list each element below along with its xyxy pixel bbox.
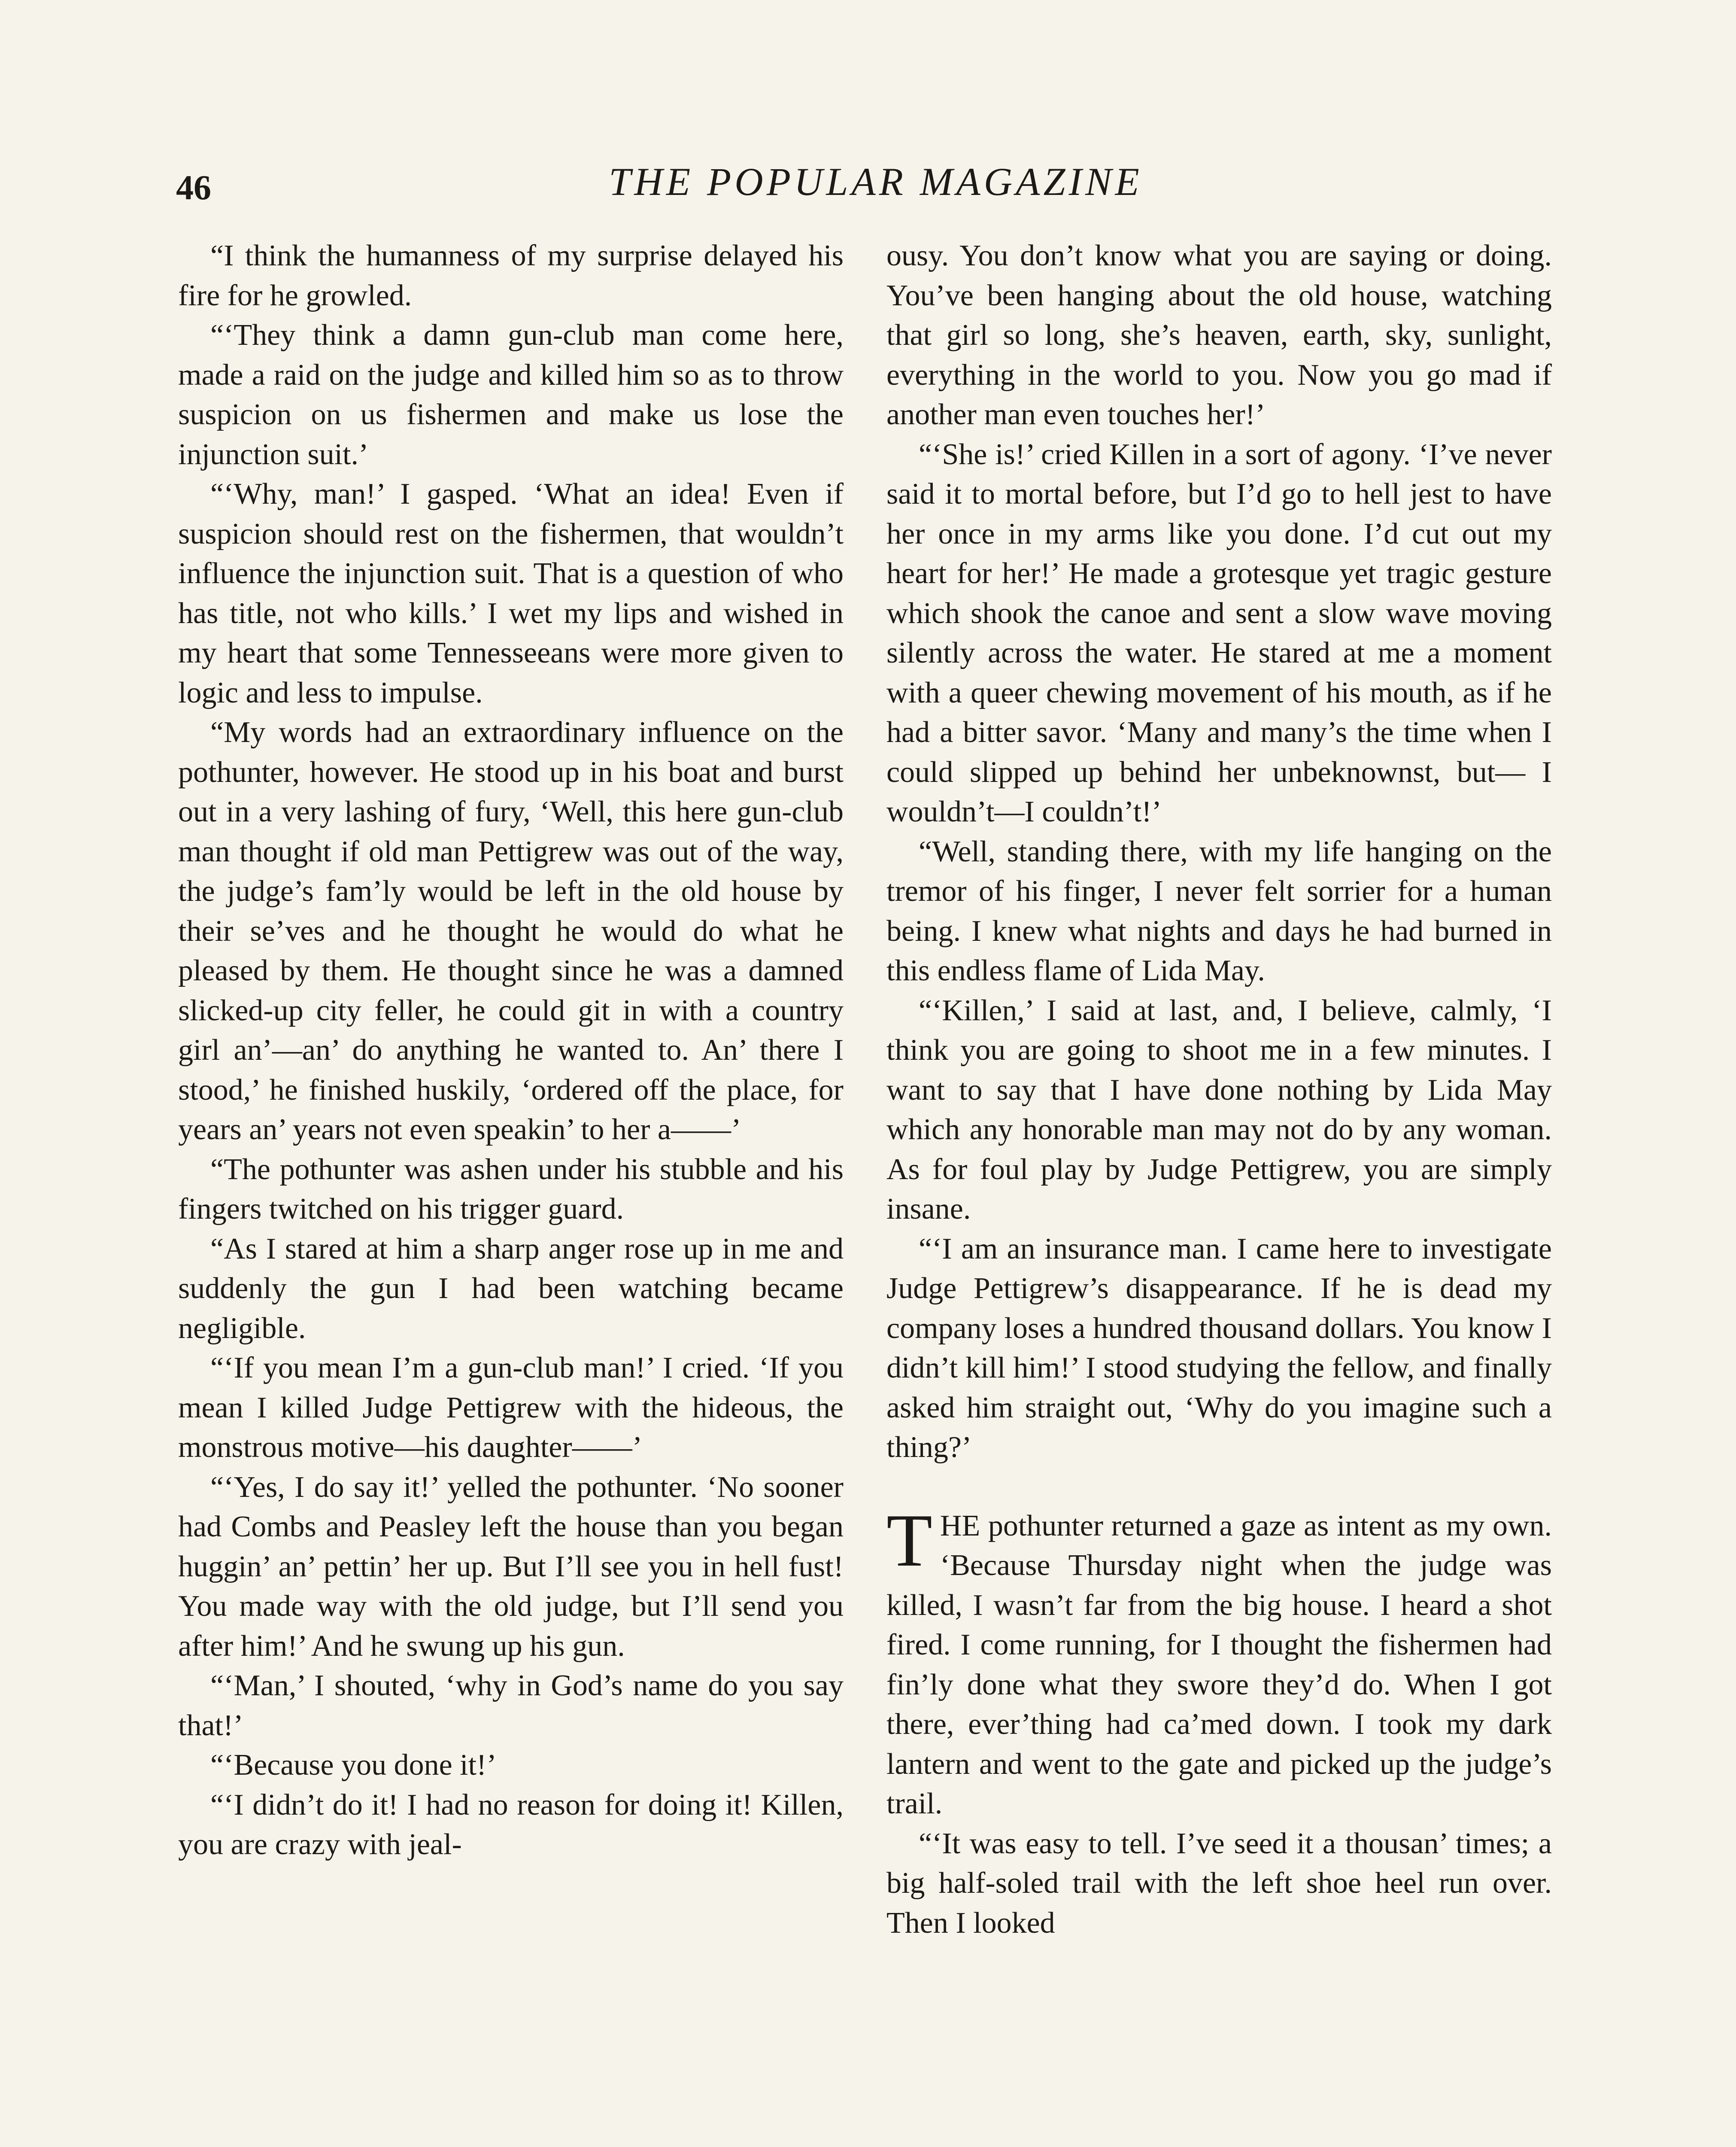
paragraph: “‘Because you done it!’ [210, 1749, 497, 1782]
section-break-paragraph [886, 1498, 1552, 1824]
paragraph: “My words had an extraordinary influence on the pothunter, however. He stood up in his boat and burst out in a very lashing of fury, ‘Well, this here gun-club man thought if old man Pettigrew was out of the way, the judge’s fam’ly would be left in the old house by their se’ves and he thought he would do what he pleased by them. He thought since he was a damned slicked-up city feller, he could git in with a country girl an’—an’ do anything he wanted to. An’ there I stood,’ he finished huskily, ‘ordered off the place, for years an’ years not even speakin’ to her a——’ [178, 716, 844, 1146]
paragraph: “‘If you mean I’m a gun-club man!’ I cried. ‘If you mean I killed Judge Pettigrew with the hideous, the monstrous motive—his daughter——’ [178, 1351, 844, 1464]
paragraph: “‘I am an insurance man. I came here to investigate Judge Pettigrew’s disappearance. If he is dead my company loses a hundred thousand dollars. You know I didn’t kill him!’ I stood studying the fellow, and finally asked him straight out, ‘Why do you imagine such a thing?’ [886, 1232, 1552, 1464]
page-title: THE POPULAR MAGAZINE [609, 160, 1143, 204]
paragraph-continued: ousy. You don’t know what you are saying or doing. You’ve been hanging about the old house, watching that girl so long, she’s heaven, earth, sky, sunlight, everything in the world to you. Now you go mad if another man even touches her!’ [886, 239, 1552, 431]
paragraph: “‘Why, man!’ I gasped. ‘What an idea! Even if suspicion should rest on the fishermen, that wouldn’t influence the injunction suit. That is a question of who has title, not who kills.’ I wet my lips and wished in my heart that some Tennesseeans were more given to logic and less to impulse. [178, 477, 844, 709]
left-column [178, 236, 844, 1865]
paragraph: “‘She is!’ cried Killen in a sort of agony. ‘I’ve never said it to mortal before, but I’d go to hell jest to have her once in my arms like you done. I’d cut out my heart for her!’ He made a grotesque yet tragic gesture which shook the canoe and sent a slow wave moving silently across the water. He stared at me a moment with a queer chewing movement of his mouth, as if he had a bitter savor. ‘Many and many’s the time when I could slipped up behind her unbeknownst, but— I wouldn’t—I couldn’t!’ [886, 438, 1552, 828]
page-header [172, 155, 1580, 215]
section-break-text: HE pothunter returned a gaze as intent as my own. ‘Because Thursday night when the judge was killed, I wasn’t far from the big house. I heard a shot fired. I come running, for I thought the fishermen had fin’ly done what they swore they’d do. When I got there, ever’thing had ca’med down. I took my dark lantern and went to the gate and picked up the judge’s trail. [886, 1509, 1552, 1820]
page-number: 46 [176, 168, 211, 207]
right-column [886, 236, 1552, 1943]
paragraph: “‘It was easy to tell. I’ve seed it a thousan’ times; a big half-soled trail with the left shoe heel run over. Then I looked [886, 1827, 1552, 1940]
paragraph: “As I stared at him a sharp anger rose up in me and suddenly the gun I had been watching became negligible. [178, 1232, 844, 1345]
paragraph: “I think the humanness of my surprise delayed his fire for he growled. [178, 239, 844, 312]
paragraph: “‘I didn’t do it! I had no reason for doing it! Killen, you are crazy with jeal- [178, 1788, 844, 1861]
drop-cap: T [886, 1498, 932, 1582]
paragraph: “‘Yes, I do say it!’ yelled the pothunter. ‘No sooner had Combs and Peasley left the house than you began huggin’ an’ pettin’ her up. But I’ll see you in hell fust! You made way with the old judge, but I’ll send you after him!’ And he swung up his gun. [178, 1470, 844, 1663]
paragraph: “‘Man,’ I shouted, ‘why in God’s name do you say that!’ [178, 1669, 844, 1742]
paragraph: “The pothunter was ashen under his stubble and his fingers twitched on his trigger guard. [178, 1153, 844, 1226]
paragraph: “‘Killen,’ I said at last, and, I believe, calmly, ‘I think you are going to shoot me in a few minutes. I want to say that I have done nothing by Lida May which any honorable man may not do by any woman. As for foul play by Judge Pettigrew, you are simply insane. [886, 994, 1552, 1226]
paragraph: “Well, standing there, with my life hanging on the tremor of his finger, I never felt sorrier for a human being. I knew what nights and days he had burned in this endless flame of Lida May. [886, 835, 1552, 987]
paragraph: “‘They think a damn gun-club man come here, made a raid on the judge and killed him so as to throw suspicion on us fishermen and make us lose the injunction suit.’ [178, 319, 844, 471]
